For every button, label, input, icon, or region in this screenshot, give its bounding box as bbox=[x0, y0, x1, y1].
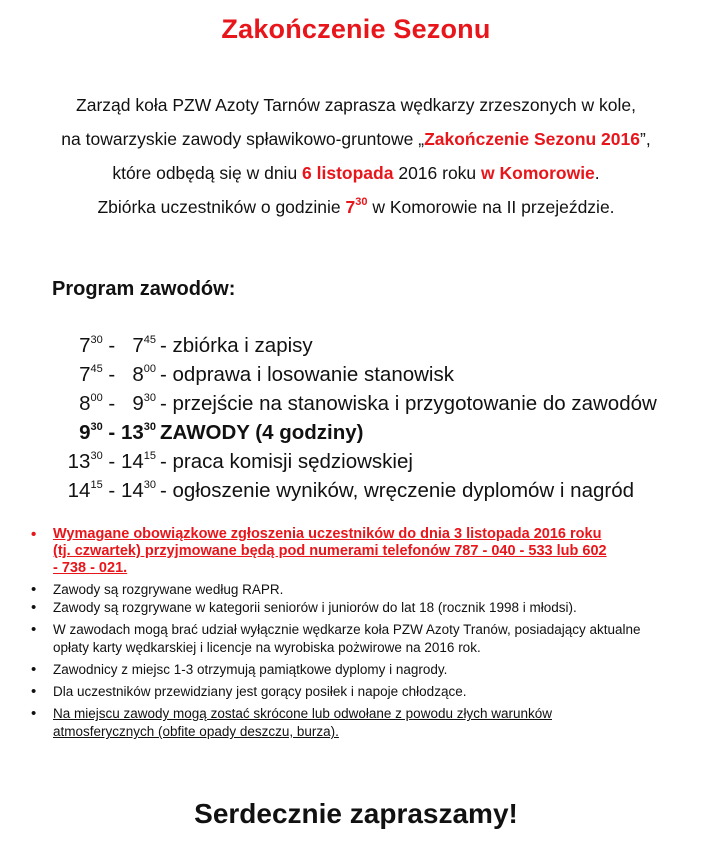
registration-note: • Wymagane obowiązkowe zgłoszenia uczestników do dnia 3 listopada 2016 roku (tj. czwartek) przyjmowane będą pod numerami telefonów 787 - 040 - 533 lub 602 - 738 - 021. bbox=[0, 526, 613, 577]
schedule-time: $7^{30} - 7^{45}$ bbox=[79, 334, 156, 357]
end-hour: 7 bbox=[132, 334, 144, 357]
schedule-desc: ZAWODY (4 godziny) bbox=[160, 421, 364, 444]
start-hour: 14 bbox=[67, 479, 91, 502]
page-title: Zakończenie Sezonu bbox=[221, 14, 491, 44]
schedule-desc: - odprawa i losowanie stanowisk bbox=[160, 363, 454, 386]
start-min: 15 bbox=[90, 479, 103, 492]
end-min: 30 bbox=[143, 479, 156, 492]
intro-line-2-pre: na towarzyskie zawody spławikowo-gruntowe „ bbox=[61, 129, 425, 149]
start-hour: 8 bbox=[79, 392, 91, 415]
list-item: • Zawody są rozgrywane według RAPR. bbox=[0, 581, 712, 599]
intro-line-2 bbox=[0, 122, 712, 156]
intro-line-3-pre: które odbędą się w dniu bbox=[112, 163, 303, 183]
end-hour: 14 bbox=[120, 479, 144, 502]
schedule-time: $14^{15} - 14^{30}$ bbox=[67, 479, 156, 502]
start-min: 00 bbox=[90, 392, 103, 405]
start-min: 30 bbox=[90, 450, 103, 463]
list-item: • W zawodach mogą brać udział wyłącznie wędkarze koła PZW Azoty Tranów, posiadający aktualne opłaty karty wędkarskiej i licencje na wyrobiska pożwirowe na 2016 rok. bbox=[0, 621, 653, 657]
end-hour: 14 bbox=[120, 450, 144, 473]
start-min: 30 bbox=[90, 421, 103, 434]
schedule-time: $7^{45} - 8^{00}$ bbox=[79, 363, 156, 386]
end-hour: 13 bbox=[120, 421, 144, 444]
gathering-hour: 7 bbox=[345, 197, 356, 217]
notes-list bbox=[0, 526, 712, 741]
intro-line-1: Zarząd koła PZW Azoty Tarnów zaprasza wędkarzy zrzeszonych w kole, bbox=[76, 95, 636, 115]
end-min: 45 bbox=[143, 334, 156, 347]
schedule-row bbox=[0, 363, 712, 392]
list-item: • Dla uczestników przewidziany jest gorący posiłek i napoje chłodzące. bbox=[0, 683, 712, 701]
start-hour: 7 bbox=[79, 363, 91, 386]
end-min: 30 bbox=[143, 421, 156, 434]
list-item: • Zawodnicy z miejsc 1-3 otrzymują pamiątkowe dyplomy i nagrody. bbox=[0, 661, 712, 679]
schedule-row-main-event bbox=[0, 421, 712, 450]
start-min: 45 bbox=[90, 363, 103, 376]
list-item: • Zawody są rozgrywane w kategorii seniorów i juniorów do lat 18 (rocznik 1998 i młodsi). bbox=[0, 599, 712, 617]
intro-line-4-pre: Zbiórka uczestników o godzinie bbox=[97, 197, 346, 217]
end-min: 15 bbox=[143, 450, 156, 463]
schedule-time: $8^{00} - 9^{30}$ bbox=[79, 392, 156, 415]
event-date: 6 listopada bbox=[302, 163, 394, 183]
start-min: 30 bbox=[90, 334, 103, 347]
gathering-time bbox=[346, 197, 368, 217]
intro-line-3-mid: 2016 roku bbox=[393, 163, 482, 183]
schedule-desc: - praca komisji sędziowskiej bbox=[160, 450, 413, 473]
intro-line-3 bbox=[0, 156, 712, 190]
closing-text: Serdecznie zapraszamy! bbox=[194, 798, 518, 829]
intro-line-4-post: w Komorowie na II przejeździe. bbox=[367, 197, 615, 217]
schedule-desc: - zbiórka i zapisy bbox=[160, 334, 313, 357]
end-hour: 9 bbox=[132, 392, 144, 415]
event-name: Zakończenie Sezonu 2016 bbox=[424, 129, 640, 149]
start-hour: 9 bbox=[79, 421, 91, 444]
intro-line-2-post: ”, bbox=[640, 129, 651, 149]
schedule-row bbox=[0, 334, 712, 363]
program-title: Program zawodów: bbox=[52, 278, 236, 300]
schedule-desc: - ogłoszenie wyników, wręczenie dyplomów i nagród bbox=[160, 479, 635, 502]
end-min: 00 bbox=[143, 363, 156, 376]
schedule-time: $9^{30} - 13^{30}$ bbox=[79, 421, 156, 444]
schedule-row bbox=[0, 479, 712, 508]
schedule-row bbox=[0, 450, 712, 479]
start-hour: 13 bbox=[67, 450, 91, 473]
schedule-time: $13^{30} - 14^{15}$ bbox=[67, 450, 156, 473]
intro-line-4 bbox=[0, 190, 712, 224]
weather-note: • Na miejscu zawody mogą zostać skrócone lub odwołane z powodu złych warunków atmosferycznych (obfite opady deszczu, burza). bbox=[0, 705, 633, 741]
event-place: w Komorowie bbox=[481, 163, 595, 183]
schedule-desc: - przejście na stanowiska i przygotowanie do zawodów bbox=[160, 392, 657, 415]
intro-paragraph bbox=[0, 88, 712, 224]
end-hour: 8 bbox=[132, 363, 144, 386]
intro-line-3-post: . bbox=[594, 163, 600, 183]
start-hour: 7 bbox=[79, 334, 91, 357]
schedule-row bbox=[0, 392, 712, 421]
gathering-minutes: 30 bbox=[355, 196, 368, 209]
end-min: 30 bbox=[143, 392, 156, 405]
